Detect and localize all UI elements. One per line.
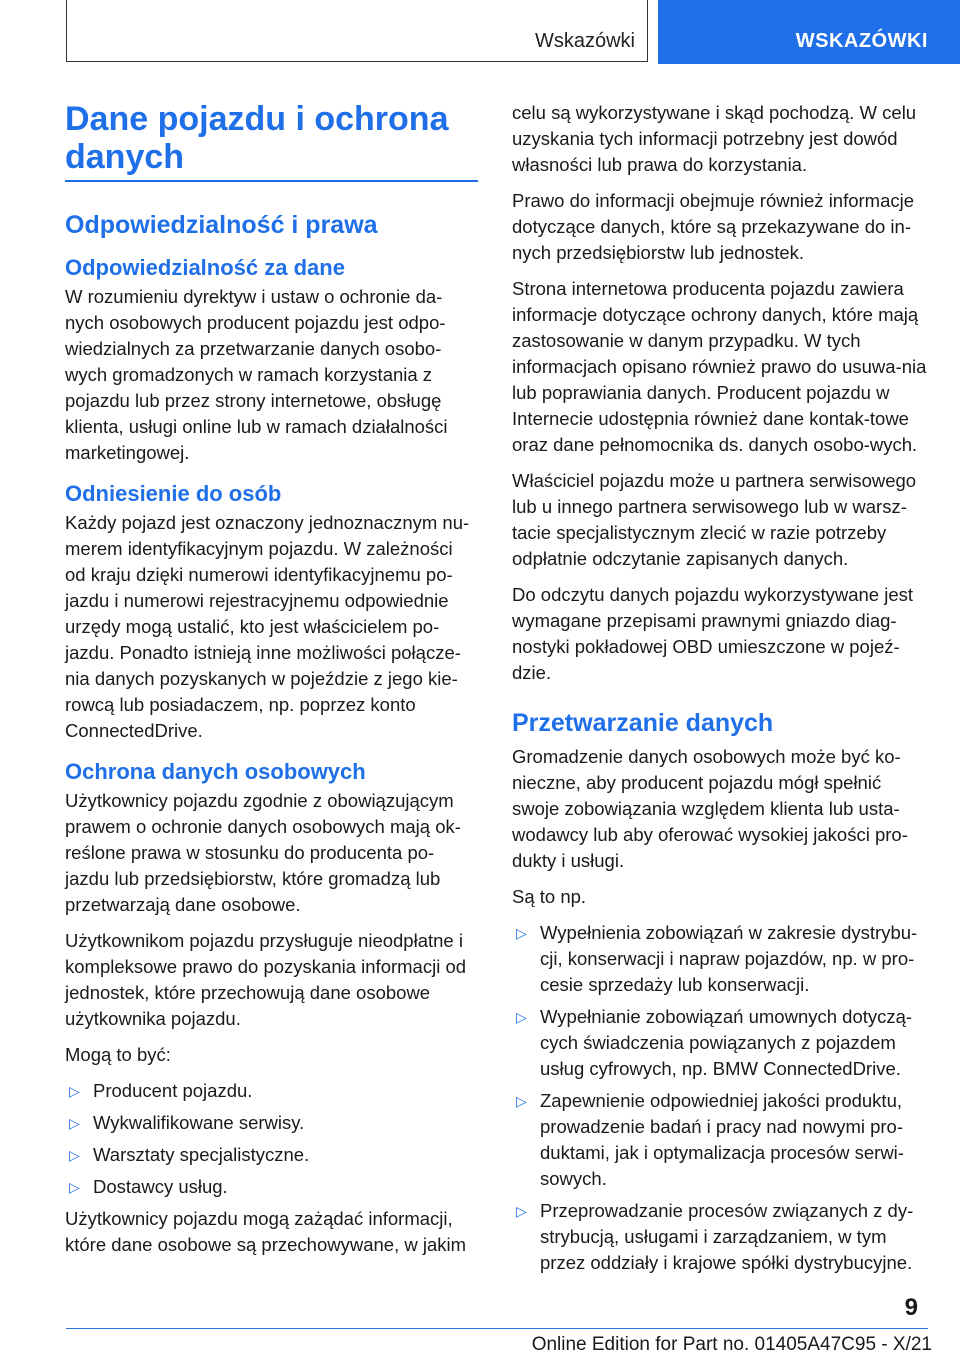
paragraph: Do odczytu danych pojazdu wykorzystywane jest wymagane przepisami prawnymi gniazdo diag-nostyki pokładowej OBD umieszczone w pojeź-dzie. xyxy=(512,584,914,683)
triangle-bullet-icon: ▷ xyxy=(69,1083,80,1099)
footer-edition: Online Edition for Part no. 01405A47C95 - X/21 xyxy=(531,1334,932,1355)
header-tab-label: WSKAZÓWKI xyxy=(795,30,928,52)
paragraph: Użytkownikom pojazdu przysługuje nieodpłatne i kompleksowe prawo do pozyskania informacji od jednostek, które przechowują dane osobowe użytkownika pojazdu. xyxy=(65,930,467,1029)
triangle-bullet-icon: ▷ xyxy=(69,1115,80,1131)
triangle-bullet-icon: ▷ xyxy=(69,1147,80,1163)
list-item: ▷ Warsztaty specjalistyczne. xyxy=(65,1142,478,1168)
bullet-list xyxy=(512,920,928,1276)
subsection-heading: Ochrona danych osobowych xyxy=(65,759,366,784)
section-heading-data-processing: Przetwarzanie danych xyxy=(512,709,774,737)
triangle-bullet-icon: ▷ xyxy=(516,1009,527,1025)
triangle-bullet-icon: ▷ xyxy=(516,925,527,941)
left-column xyxy=(65,100,478,1272)
page-number: 9 xyxy=(904,1294,918,1321)
paragraph: Użytkownicy pojazdu mogą zażądać informacji, które dane osobowe są przechowywane, w jakim xyxy=(65,1208,467,1255)
list-item: ▷ Zapewnienie odpowiedniej jakości produktu, prowadzenie badań i pracy nad nowymi pro-duktami, jak i optymalizacja procesów serwi-sowych. xyxy=(516,1090,904,1189)
section-heading-responsibility: Odpowiedzialność i prawa xyxy=(65,211,378,239)
triangle-bullet-icon: ▷ xyxy=(69,1179,80,1195)
header-section-box xyxy=(66,0,648,62)
subsection-data-responsibility xyxy=(65,254,478,466)
triangle-bullet-icon: ▷ xyxy=(516,1203,527,1219)
paragraph: Każdy pojazd jest oznaczony jednoznacznym nu-merem identyfikacyjnym pojazdu. W zależności od kraju dzięki numerowi identyfikacyjnemu po-jazdu i numerowi rejestracyjnemu odpowiednie urzędy mogą ustalić, kto jest właścicielem po-jazdu. Ponadto istnieją inne możliwości połącze-nia danych pozyskanych w pojeździe z jego kie-rowcą lub posiadaczem, np. poprzez konto ConnectedDrive. xyxy=(65,512,470,741)
subsection-personal-data-protection xyxy=(65,758,478,1258)
bullet-list xyxy=(65,1078,478,1200)
paragraph: Mogą to być: xyxy=(65,1044,171,1065)
list-item: ▷ Wypełnienia zobowiązań w zakresie dystrybu-cji, konserwacji i napraw pojazdów, np. w pro-cesie sprzedaży lub konserwacji. xyxy=(516,922,918,995)
list-item: ▷ Wykwalifikowane serwisy. xyxy=(65,1110,478,1136)
paragraph: W rozumieniu dyrektyw i ustaw o ochronie da-nych osobowych producent pojazdu jest odpo-wiedzialnych za przetwarzanie danych osobo-wych gromadzonych w ramach korzystania z pojazdu lub przez strony internetowe, obsługę klienta, usługi online lub w ramach działalności marketingowej. xyxy=(65,286,448,463)
list-item: ▷ Producent pojazdu. xyxy=(65,1078,478,1104)
header-chapter-tab[interactable] xyxy=(658,0,960,64)
page-title: Dane pojazdu i ochrona danych xyxy=(65,100,449,176)
header-section-label: Wskazówki xyxy=(534,30,635,52)
triangle-bullet-icon: ▷ xyxy=(516,1093,527,1109)
list-item: ▷ Dostawcy usług. xyxy=(65,1174,478,1200)
subsection-person-reference xyxy=(65,480,478,744)
paragraph: Strona internetowa producenta pojazdu zawiera informacje dotyczące ochrony danych, które mają zastosowanie w danym przypadku. W tych informacjach opisano również prawo do usuwa-nia lub poprawiania danych. Producent pojazdu w Internecie udostępnia również dane kontak-towe oraz dane pełnomocnika ds. danych osobo-wych. xyxy=(512,278,927,455)
subsection-heading: Odniesienie do osób xyxy=(65,481,282,506)
title-rule xyxy=(65,180,478,182)
paragraph: Użytkownicy pojazdu zgodnie z obowiązującym prawem o ochronie danych osobowych mają ok-reślone prawa w stosunku do producenta po-jazdu lub przedsiębiorstw, które gromadzą lub przetwarzają dane osobowe. xyxy=(65,790,461,915)
paragraph: Właściciel pojazdu może u partnera serwisowego lub u innego partnera serwisowego lub w warsz-tacie specjalistycznym zlecić w razie potrzeby odpłatnie odczytanie zapisanych danych. xyxy=(512,470,917,569)
paragraph: celu są wykorzystywane i skąd pochodzą. W celu uzyskania tych informacji potrzebny jest dowód własności lub prawa do korzystania. xyxy=(512,102,917,175)
paragraph: Są to np. xyxy=(512,886,587,907)
list-item: ▷ Przeprowadzanie procesów związanych z dy-strybucją, usługami i zarządzaniem, w tym przez oddziały i krajowe spółki dystrybucyjne. xyxy=(516,1200,914,1273)
subsection-heading: Odpowiedzialność za dane xyxy=(65,255,345,280)
paragraph: Gromadzenie danych osobowych może być ko-nieczne, aby producent pojazdu mógł spełnić swoje zobowiązania względem klienta lub usta-wodawcy lub aby oferować wysokiej jakości pro-dukty i usługi. xyxy=(512,746,908,871)
paragraph: Prawo do informacji obejmuje również informacje dotyczące danych, które są przekazywane do in-nych przedsiębiorstw lub jednostek. xyxy=(512,190,915,263)
footer-rule xyxy=(66,1328,928,1329)
list-item: ▷ Wypełnianie zobowiązań umownych dotyczą-cych świadczenia powiązanych z pojazdem usług cyfrowych, np. BMW ConnectedDrive. xyxy=(516,1006,913,1079)
right-column xyxy=(512,100,928,1282)
